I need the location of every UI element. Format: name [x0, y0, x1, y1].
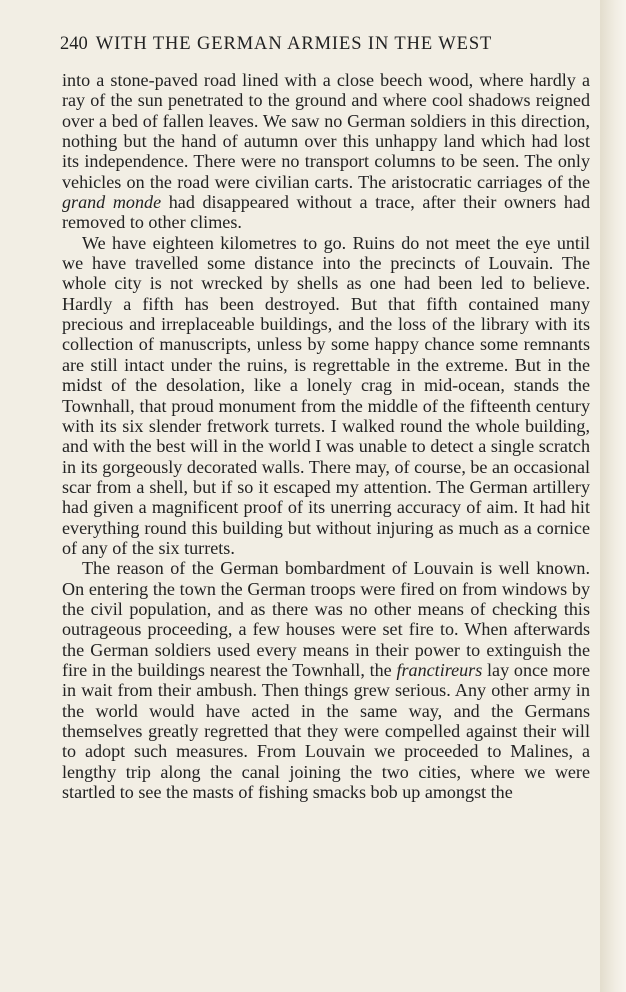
- page-edge: [600, 0, 626, 992]
- paragraph-3-text-b: lay once more in wait from their ambush. Then things grew serious. Any other army in the world would have acted in the same way, and the Germans themselves greatly regretted that they were compelled against their will to adopt such measures. From Louvain we proceeded to Malines, a lengthy trip along the canal joining the two cities, where we were startled to see the masts of fishing smacks bob up amongst the: [62, 659, 590, 803]
- page-number: 240: [60, 34, 88, 54]
- paragraph-3: [62, 558, 590, 802]
- paragraph-2: We have eighteen kilometres to go. Ruins do not meet the eye until we have travelled some distance into the precincts of Louvain. The whole city is not wrecked by shells as one had been led to believe. Hardly a fifth has been destroyed. But that fifth contained many precious and irreplaceable buildings, and the loss of the library with its collection of manuscripts, unless by some happy chance some remnants are still intact under the ruins, is regrettable in the extreme. But in the midst of the desolation, like a lonely crag in mid-ocean, stands the Townhall, that proud monument from the middle of the fifteenth century with its six slender fretwork turrets. I walked round the whole building, and with the best will in the world I was unable to detect a single scratch in its gorgeously decorated walls. There may, of course, be an occasional scar from a shell, but if so it escaped my attention. The German artillery had given a magnificent proof of its unerring accuracy of aim. It had hit everything round this building but without injuring as much as a cornice of any of the six turrets.: [62, 232, 590, 558]
- running-title: WITH THE GERMAN ARMIES IN THE WEST: [95, 34, 493, 54]
- paragraph-1: [62, 70, 590, 233]
- paragraph-1-italic: grand monde: [62, 192, 162, 213]
- paragraph-3-text-a: The reason of the German bombardment of Louvain is well known. On entering the town the German troops were fired on from windows by the civil population, and as there was no other means of checking this outrageous proceeding, a few houses were set fire to. When afterwards the German soldiers used every means in their power to extinguish the fire in the buildings nearest the Townhall, the: [62, 558, 590, 680]
- paragraph-1-text-b: had disappeared without a trace, after their owners had removed to other climes.: [62, 192, 590, 233]
- paragraph-3-italic: franctireurs: [396, 659, 483, 680]
- body-text: [62, 70, 590, 802]
- paragraph-1-text-a: into a stone-paved road lined with a close beech wood, where hardly a ray of the sun penetrated to the ground and where cool shadows reigned over a bed of fallen leaves. We saw no German soldiers in this direction, nothing but the hand of autumn over this unhappy land which had lost its independence. There were no transport columns to be seen. The only vehicles on the road were civilian carts. The aristocratic carriages of the: [62, 70, 590, 192]
- running-head: [60, 34, 596, 55]
